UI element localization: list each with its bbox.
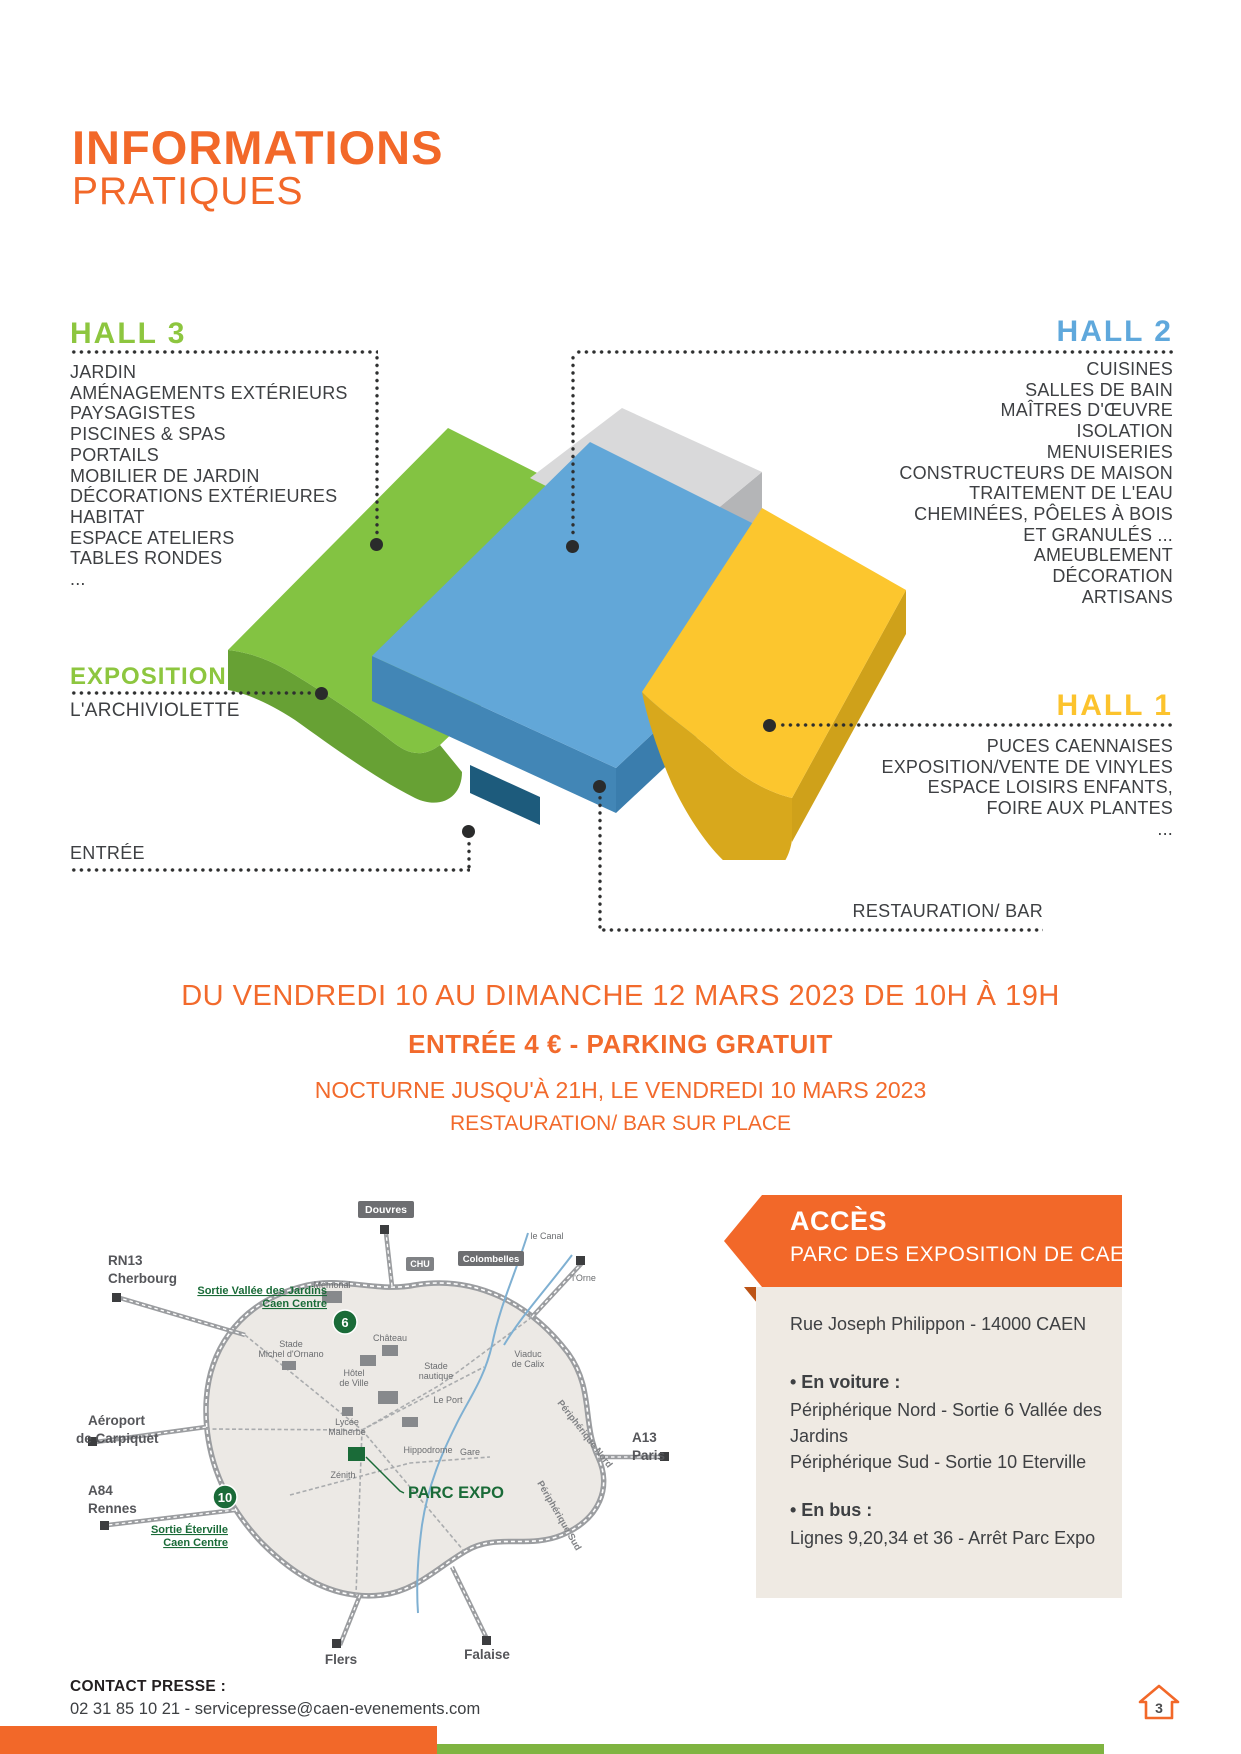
hall2-marker-dot	[566, 540, 579, 553]
svg-text:Sortie Vallée des Jardins: Sortie Vallée des Jardins	[197, 1285, 327, 1297]
hall-list-item: HABITAT	[70, 506, 145, 527]
svg-text:Stade: Stade	[279, 1339, 303, 1349]
access-map	[60, 1195, 680, 1675]
hall1-connector-horizontal	[779, 723, 1173, 727]
entrance-label: ENTRÉE	[70, 843, 145, 863]
svg-text:Aéroport: Aéroport	[88, 1413, 145, 1428]
svg-text:RN13: RN13	[108, 1253, 143, 1268]
schedule-dates: DU VENDREDI 10 AU DIMANCHE 12 MARS 2023 DE 10H À 19H	[181, 980, 1060, 1012]
contact-press-line: 02 31 85 10 21 - servicepresse@caen-evenements.com	[70, 1700, 481, 1718]
access-subtitle: PARC DES EXPOSITION DE CAEN	[790, 1243, 1140, 1266]
periph-sud-label: Périphérique Sud	[534, 1479, 584, 1553]
hall1-heading: HALL 1	[1056, 689, 1173, 722]
svg-text:Château: Château	[372, 1333, 408, 1343]
svg-text:de Ville: de Ville	[339, 1378, 369, 1388]
exposition-marker-dot	[315, 687, 328, 700]
exposition-heading: EXPOSITION	[70, 663, 227, 690]
svg-text:de Calix: de Calix	[511, 1359, 545, 1369]
hall-list-item: PISCINES & SPAS	[70, 424, 226, 445]
access-car-title: • En voiture :	[790, 1372, 901, 1392]
exit-6-number: 6	[341, 1315, 349, 1330]
svg-text:Lycée: Lycée	[335, 1417, 359, 1427]
page-number: 3	[1155, 1700, 1163, 1716]
entrance-door	[470, 765, 540, 825]
svg-text:Caen Centre: Caen Centre	[262, 1298, 327, 1310]
hall-list-item: DÉCORATION	[1052, 566, 1173, 587]
hall-list-item: CONSTRUCTEURS DE MAISON	[899, 462, 1173, 483]
hall-list-item: ARTISANS	[1081, 586, 1173, 607]
svg-text:Paris: Paris	[632, 1448, 666, 1463]
hall1-list	[813, 736, 1173, 840]
schedule-price: ENTRÉE 4 € - PARKING GRATUIT	[408, 1029, 833, 1059]
access-title: ACCÈS	[790, 1206, 888, 1236]
hall-list-item: ISOLATION	[1076, 421, 1173, 442]
hall-list-item: MENUISERIES	[1046, 441, 1173, 462]
hall-list-item: ESPACE ATELIERS	[70, 527, 235, 548]
svg-text:l'Orne: l'Orne	[572, 1273, 596, 1283]
exposition-connector	[70, 691, 315, 695]
svg-text:Sortie Éterville: Sortie Éterville	[150, 1524, 228, 1536]
douvres-tag-label: Douvres	[364, 1204, 408, 1216]
svg-text:Hôtel: Hôtel	[343, 1368, 365, 1378]
bottom-bar-green	[437, 1744, 1104, 1754]
hall2-connector-vertical	[571, 354, 575, 538]
hall3-connector-horizontal	[70, 350, 378, 354]
schedule-restauration: RESTAURATION/ BAR SUR PLACE	[449, 1112, 792, 1135]
exit-10-number: 10	[217, 1490, 233, 1505]
svg-text:Rennes: Rennes	[88, 1501, 137, 1516]
svg-text:Zénith: Zénith	[330, 1470, 356, 1480]
access-car-line2: Périphérique Sud - Sortie 10 Eterville	[790, 1452, 1087, 1472]
entrance-connector-horizontal	[70, 868, 470, 872]
svg-text:Gare: Gare	[459, 1447, 481, 1457]
svg-text:Falaise: Falaise	[464, 1647, 510, 1662]
hall3-heading: HALL 3	[70, 317, 187, 350]
page-title-line2: PRATIQUES	[72, 170, 304, 213]
hall-list-item: SALLES DE BAIN	[1025, 379, 1173, 400]
access-ribbon-shape	[724, 1195, 1122, 1287]
hall-list-item: CHEMINÉES, PÔELES À BOIS	[914, 503, 1173, 524]
restauration-connector-vertical	[598, 794, 602, 930]
hall-list-item: TRAITEMENT DE L'EAU	[969, 483, 1173, 504]
hall-list-item: JARDIN	[70, 362, 137, 382]
contact-press-title: CONTACT PRESSE :	[70, 1678, 227, 1695]
hall2-heading: HALL 2	[1056, 315, 1173, 348]
parc-expo-label: PARC EXPO	[408, 1484, 504, 1502]
hall-list-item: PORTAILS	[70, 444, 159, 465]
svg-text:Cherbourg: Cherbourg	[108, 1271, 177, 1286]
schedule-nocturne: NOCTURNE JUSQU'À 21H, LE VENDREDI 10 MARS 2023	[314, 1077, 927, 1103]
svg-text:Viaduc: Viaduc	[514, 1349, 542, 1359]
svg-text:Le Port: Le Port	[433, 1395, 463, 1405]
svg-text:Flers: Flers	[324, 1652, 358, 1667]
svg-text:Malherbe: Malherbe	[328, 1427, 366, 1437]
access-bus-title: • En bus :	[790, 1500, 873, 1520]
colombelles-tag-label: Colombelles	[462, 1254, 520, 1265]
hall-list-item: ...	[70, 569, 86, 590]
hall-list-item: AMEUBLEMENT	[1033, 545, 1173, 566]
hall-list-item: ...	[1157, 818, 1173, 839]
ring-road	[206, 1283, 604, 1596]
chu-tag-label: CHU	[410, 1259, 430, 1269]
hall-list-item: DÉCORATIONS EXTÉRIEURES	[70, 486, 338, 507]
page-number-house-icon	[1136, 1680, 1182, 1724]
entrance-connector-vertical	[467, 840, 471, 870]
access-address: Rue Joseph Philippon - 14000 CAEN	[790, 1314, 1087, 1334]
hall-list-item: FOIRE AUX PLANTES	[986, 798, 1173, 819]
hall-list-item: MAÎTRES D'ŒUVRE	[1000, 400, 1173, 421]
hall-list-item: ESPACE LOISIRS ENFANTS,	[927, 777, 1173, 798]
hall3-list	[70, 362, 410, 590]
svg-text:A84: A84	[88, 1483, 113, 1498]
restauration-marker-dot	[593, 780, 606, 793]
hall-list-item: PAYSAGISTES	[70, 403, 196, 424]
svg-text:le Canal: le Canal	[530, 1231, 564, 1241]
restauration-connector-horizontal	[600, 928, 1043, 932]
exposition-subtitle: L'ARCHIVIOLETTE	[70, 700, 240, 721]
hall1-marker-dot	[763, 719, 776, 732]
svg-text:A13: A13	[632, 1430, 657, 1445]
hall-list-item: PUCES CAENNAISES	[986, 736, 1173, 756]
hall-list-item: AMÉNAGEMENTS EXTÉRIEURS	[70, 382, 348, 403]
bottom-bar-orange	[0, 1726, 437, 1754]
hall-list-item: CUISINES	[1086, 359, 1173, 379]
hall-list-item: ET GRANULÉS ...	[1023, 524, 1173, 545]
access-car-line1: Périphérique Nord - Sortie 6 Vallée des Jardins	[790, 1400, 1102, 1446]
svg-text:de Carpiquet: de Carpiquet	[76, 1431, 159, 1446]
parc-expo-building	[348, 1447, 365, 1461]
svg-text:Caen Centre: Caen Centre	[163, 1537, 228, 1549]
hall-list-item: MOBILIER DE JARDIN	[70, 465, 260, 486]
access-panel	[756, 1287, 1122, 1598]
hall2-list	[773, 359, 1173, 607]
svg-text:Mémorial: Mémorial	[313, 1280, 351, 1290]
hall-list-item: TABLES RONDES	[70, 548, 223, 569]
entrance-marker-dot	[462, 825, 475, 838]
restauration-label: RESTAURATION/ BAR	[852, 901, 1043, 921]
page-title-line1: INFORMATIONS	[72, 121, 444, 174]
svg-text:nautique: nautique	[418, 1371, 454, 1381]
svg-text:Hippodrome: Hippodrome	[403, 1445, 453, 1455]
svg-text:Michel d'Ornano: Michel d'Ornano	[258, 1349, 324, 1359]
hall-list-item: EXPOSITION/VENTE DE VINYLES	[881, 756, 1173, 777]
hall2-connector-horizontal	[575, 350, 1173, 354]
access-bus-line: Lignes 9,20,34 et 36 - Arrêt Parc Expo	[790, 1528, 1096, 1548]
svg-text:Stade: Stade	[424, 1361, 448, 1371]
periph-nord-label: Périphérique Nord	[554, 1398, 615, 1471]
